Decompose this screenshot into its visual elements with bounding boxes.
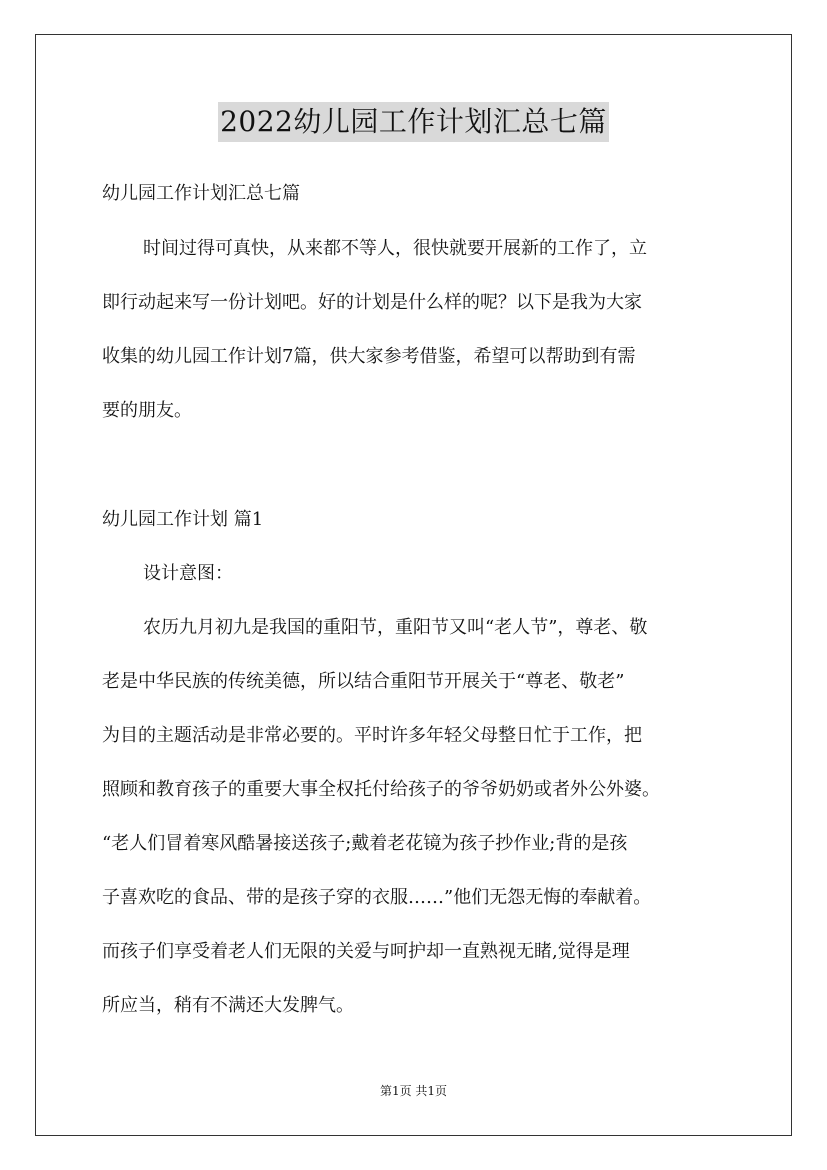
paragraph-line: 时间过得可真快，从来都不等人，很快就要开展新的工作了，立 bbox=[143, 238, 647, 259]
paragraph-line: 为目的主题活动是非常必要的。平时许多年轻父母整日忙于工作，把 bbox=[102, 725, 642, 746]
page-footer: 第1页 共1页 bbox=[379, 1084, 448, 1098]
section-heading: 幼儿园工作计划 篇1 bbox=[102, 509, 264, 530]
paragraph-line: 即行动起来写一份计划吧。好的计划是什么样的呢？以下是我为大家 bbox=[102, 292, 642, 313]
paragraph-line: 农历九月初九是我国的重阳节，重阳节又叫“老人节”，尊老、敬 bbox=[143, 617, 648, 638]
paragraph-line: 而孩子们享受着老人们无限的关爱与呵护却一直熟视无睹,觉得是理 bbox=[102, 941, 630, 962]
title-container bbox=[0, 102, 827, 142]
paragraph-line: 子喜欢吃的食品、带的是孩子穿的衣服……”他们无怨无悔的奉献着。 bbox=[102, 887, 652, 908]
paragraph-line: 照顾和教育孩子的重要大事全权托付给孩子的爷爷奶奶或者外公外婆。 bbox=[102, 779, 660, 800]
paragraph-line: 收集的幼儿园工作计划7篇，供大家参考借鉴，希望可以帮助到有需 bbox=[102, 346, 636, 367]
paragraph-line: “老人们冒着寒风酷暑接送孩子;戴着老花镜为孩子抄作业;背的是孩 bbox=[102, 833, 628, 854]
paragraph-line: 要的朋友。 bbox=[102, 400, 192, 421]
subtitle-line: 幼儿园工作计划汇总七篇 bbox=[102, 183, 300, 204]
paragraph-line: 老是中华民族的传统美德，所以结合重阳节开展关于“尊老、敬老” bbox=[102, 671, 625, 692]
document-title: 2022幼儿园工作计划汇总七篇 bbox=[218, 102, 609, 142]
paragraph-line: 所应当，稍有不满还大发脾气。 bbox=[102, 995, 354, 1016]
paragraph-line: 设计意图： bbox=[143, 563, 233, 584]
